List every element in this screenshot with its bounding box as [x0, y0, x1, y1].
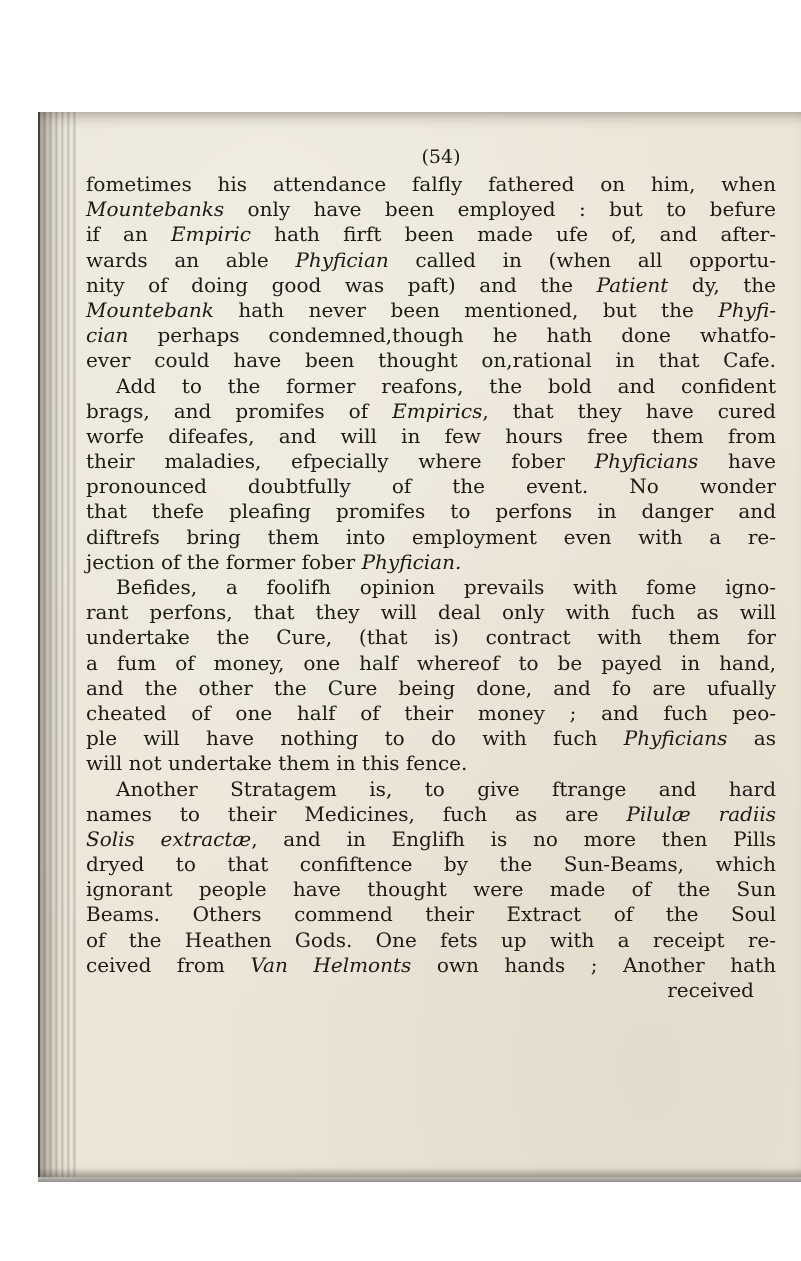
text-line: [86, 248, 776, 273]
text-run: own hands ; Another hath: [411, 952, 776, 977]
text-run: fometimes his attendance falfly fathered on him, when: [86, 172, 776, 196]
text-line: [86, 751, 776, 776]
text-run: Another Stratagem is, to give ftrange and hard: [116, 776, 776, 801]
text-run: diftrefs bring them into employment even with a re-: [86, 524, 776, 549]
text-run: dy, the: [668, 272, 776, 297]
italic-text: Van Helmonts: [250, 952, 412, 977]
text-run: have: [698, 449, 776, 474]
text-line: [86, 701, 776, 726]
italic-text: Mountebanks: [86, 197, 225, 222]
text-line: [86, 449, 776, 474]
text-run: perhaps condemned,though he hath done whatfo-: [128, 323, 776, 348]
text-line: [86, 802, 776, 827]
italic-text: Phyficians: [623, 726, 728, 751]
italic-text: Mountebank: [86, 297, 214, 322]
italic-text: Phyfician.: [361, 549, 462, 574]
text-run: and the other the Cure being done, and fo are ufually: [86, 675, 776, 700]
text-line: [86, 575, 776, 600]
page-number: (54): [421, 146, 461, 168]
italic-text: Empiric: [171, 222, 251, 247]
page-bottom-edge: [38, 1168, 801, 1182]
text-run: pronounced doubtfully of the event. No wonder: [86, 474, 776, 499]
text-run: ceived from: [86, 952, 251, 977]
text-line: [86, 928, 776, 953]
text-line: [86, 550, 776, 575]
text-line: [86, 323, 776, 348]
text-line: [86, 424, 776, 449]
text-line: [86, 827, 776, 852]
text-run: ignorant people have thought were made of the Sun: [86, 877, 776, 902]
text-line: [86, 348, 776, 373]
text-run: Beams. Others commend their Extract of the Soul: [86, 902, 776, 927]
text-run: jection of the former fober: [86, 549, 362, 574]
text-run: if an: [86, 222, 172, 247]
text-run: Add to the former reafons, the bold and confident: [116, 373, 776, 398]
text-line: [86, 953, 776, 978]
text-run: as: [727, 726, 776, 751]
italic-text: cian: [86, 323, 129, 348]
text-run: ever could have been thought on,rational in that Cafe.: [86, 348, 776, 373]
text-line: [86, 777, 776, 802]
text-run: of the Heathen Gods. One fets up with a receipt re-: [86, 927, 776, 952]
text-line: [86, 273, 776, 298]
italic-text: Phyfician: [295, 247, 389, 272]
text-line: [86, 625, 776, 650]
text-run: undertake the Cure, (that is) contract with them for: [86, 625, 776, 650]
catchword: received: [667, 978, 754, 1002]
text-line: [86, 474, 776, 499]
text-line: [86, 852, 776, 877]
text-run: hath never been mentioned, but the: [213, 297, 719, 322]
text-line: [86, 298, 776, 323]
text-line: [86, 374, 776, 399]
text-line: [86, 499, 776, 524]
text-run: dryed to that confiftence by the Sun-Beams, which: [86, 852, 776, 877]
text-line: [86, 172, 776, 197]
text-line: [86, 902, 776, 927]
text-run: brags, and promifes of: [86, 398, 393, 423]
italic-text: Patient: [596, 272, 669, 297]
text-run: Befides, a foolifh opinion prevails with fome igno-: [116, 575, 776, 599]
text-line: [86, 600, 776, 625]
text-run: rant perfons, that they will deal only with fuch as will: [86, 600, 776, 625]
text-line: [86, 651, 776, 676]
text-run: hath firft been made ufe of, and after-: [250, 222, 776, 247]
page-text-block: [86, 142, 776, 1003]
text-line: [86, 399, 776, 424]
text-run: will not undertake them in this fence.: [86, 751, 468, 776]
text-run: called in (when all opportu-: [388, 247, 776, 272]
italic-text: Phyficians: [594, 449, 699, 474]
text-run: worfe difeafes, and will in few hours free them from: [86, 423, 776, 448]
text-run: that thefe pleafing promifes to perfons in danger and: [86, 499, 776, 524]
text-run: , and in Englifh is no more then Pills: [251, 826, 776, 851]
text-run: , that they have cured: [482, 398, 776, 423]
text-line: [86, 197, 776, 222]
text-line: [86, 525, 776, 550]
text-run: a fum of money, one half whereof to be payed in hand,: [86, 650, 776, 675]
text-line: [86, 726, 776, 751]
body-text: [86, 172, 776, 978]
text-run: names to their Medicines, fuch as are: [86, 801, 627, 826]
text-line: [86, 222, 776, 247]
text-run: their maladies, efpecially where fober: [86, 449, 595, 474]
text-run: wards an able: [86, 247, 296, 272]
text-line: [86, 676, 776, 701]
italic-text: Solis extractæ: [86, 826, 252, 851]
text-run: nity of doing good was paft) and the: [86, 272, 597, 297]
italic-text: Pilulæ radiis: [626, 801, 776, 826]
text-run: cheated of one half of their money ; and fuch peo-: [86, 700, 776, 725]
italic-text: Phyfi-: [718, 297, 776, 322]
page-gutter-shadow: [38, 112, 78, 1177]
text-run: only have been employed : but to befure: [224, 197, 776, 222]
italic-text: Empirics: [392, 398, 483, 423]
text-run: ple will have nothing to do with fuch: [86, 726, 624, 751]
text-line: [86, 877, 776, 902]
